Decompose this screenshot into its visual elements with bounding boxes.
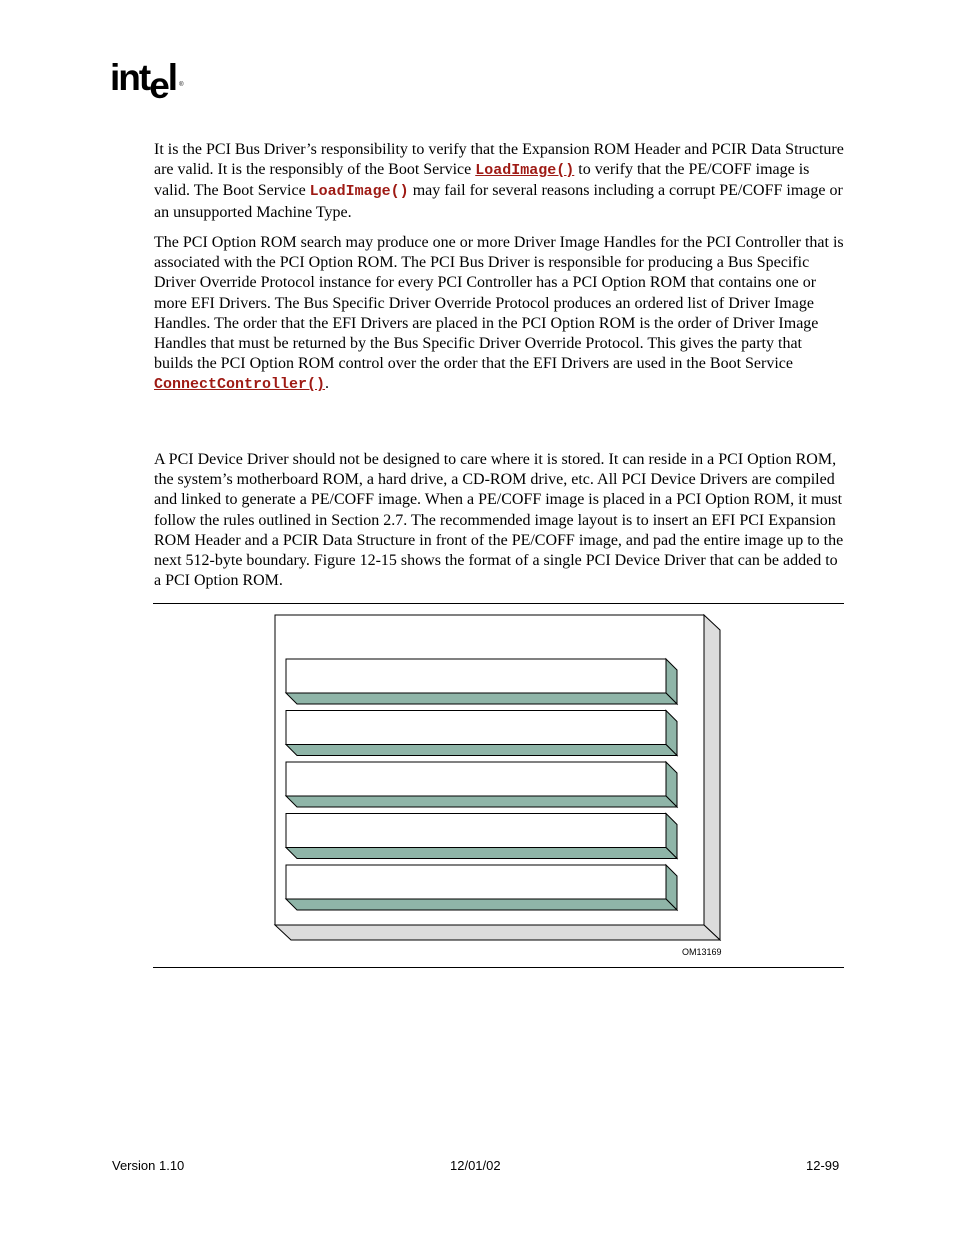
footer-date: 12/01/02 <box>450 1158 501 1173</box>
section-box <box>286 762 677 807</box>
section-boxes <box>286 659 677 910</box>
footer-page-number: 12-99 <box>806 1158 840 1173</box>
para1-text-2: to verify that the PE/COFF image is valid. The Boot Service <box>154 161 810 200</box>
para1-text-3: may fail for several reasons including a corrupt PE/COFF image or an unsupported Machine Type. <box>154 182 843 221</box>
pci-driver-image-figure <box>270 612 726 942</box>
intel-logo: intel ® <box>110 57 184 106</box>
figure-top-rule <box>153 603 844 604</box>
section-box <box>286 659 677 704</box>
section-box <box>286 814 677 859</box>
section-box <box>286 711 677 756</box>
registered-mark: ® <box>179 82 184 88</box>
connectcontroller-link[interactable]: ConnectController() <box>154 376 326 394</box>
para2-text-1: The PCI Option ROM search may produce one or more Driver Image Handles for the PCI Controller that is associated with the PCI Option ROM. The PCI Bus Driver is responsible for producing a Bus Specific Driver Override Protocol instance for every PCI Controller has a PCI Option ROM that contains one or more EFI Drivers. The Bus Specific Driver Override Protocol produces an ordered list of Driver Image Handles. The order that the EFI Drivers are placed in the PCI Option ROM is the order of Driver Image Handles that must be returned by the Bus Specific Driver Override Protocol. This gives the party that builds the PCI Option ROM control over the order that the EFI Drivers are used in the Boot Service <box>154 234 844 373</box>
paragraph-validation <box>154 140 844 223</box>
figure-bottom-rule <box>153 967 844 968</box>
loadimage-code-2: LoadImage() <box>309 183 409 201</box>
para1-text-1: It is the PCI Bus Driver’s responsibility to verify that the Expansion ROM Header and PCIR Data Structure are valid. It is the responsibly of the Boot Service <box>154 141 844 179</box>
para2-text-2: . <box>325 375 330 393</box>
paragraph-device-driver: A PCI Device Driver should not be designed to care where it is stored. It can reside in a PCI Option ROM, the system’s motherboard ROM, a hard drive, a CD-ROM drive, etc. All PCI Device Drivers are compiled and linked to generate a PE/COFF image. When a PE/COFF image is placed in a PCI Option ROM, it must follow the rules outlined in Section 2.7. The recommended image layout is to insert an EFI PCI Expansion ROM Header and a PCIR Data Structure in front of the PE/COFF image, and pad the entire image up to the next 512-byte boundary. Figure 12-15 shows the format of a single PCI Device Driver that can be added to a PCI Option ROM. <box>154 451 844 590</box>
footer-version: Version 1.10 <box>112 1158 185 1173</box>
section-box <box>286 865 677 910</box>
paragraph-driver-handles <box>154 233 844 396</box>
figure-id: OM13169 <box>682 947 722 957</box>
loadimage-link-1[interactable]: LoadImage() <box>475 162 575 180</box>
